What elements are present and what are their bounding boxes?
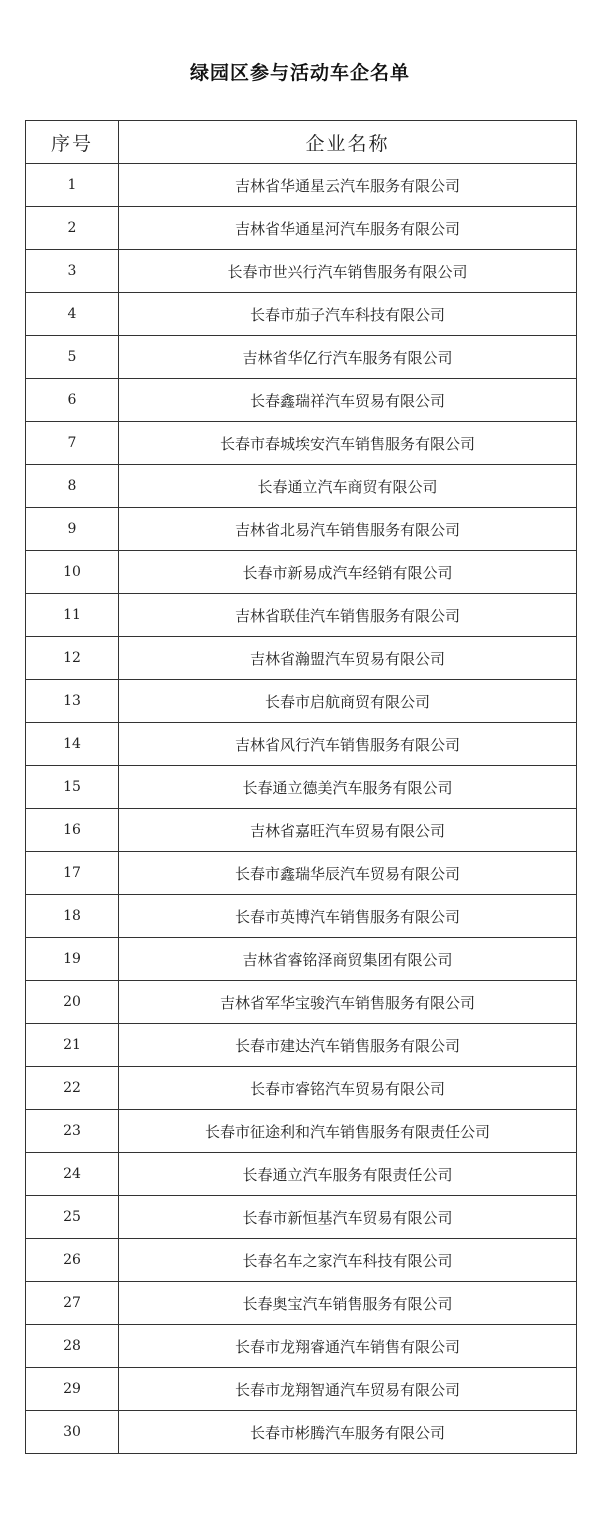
row-serial-number: 30 xyxy=(26,1411,119,1454)
row-serial-number: 17 xyxy=(26,852,119,895)
table-row xyxy=(26,1325,577,1368)
table-body xyxy=(26,164,577,1454)
table-row xyxy=(26,766,577,809)
row-company-name: 长春鑫瑞祥汽车贸易有限公司 xyxy=(119,379,577,422)
row-company-name: 吉林省嘉旺汽车贸易有限公司 xyxy=(119,809,577,852)
table-row xyxy=(26,1282,577,1325)
header-serial-number: 序号 xyxy=(26,121,119,164)
row-company-name: 长春市睿铭汽车贸易有限公司 xyxy=(119,1067,577,1110)
row-serial-number: 8 xyxy=(26,465,119,508)
row-serial-number: 29 xyxy=(26,1368,119,1411)
row-serial-number: 9 xyxy=(26,508,119,551)
row-company-name: 长春市鑫瑞华辰汽车贸易有限公司 xyxy=(119,852,577,895)
row-company-name: 吉林省联佳汽车销售服务有限公司 xyxy=(119,594,577,637)
table-row xyxy=(26,1411,577,1454)
row-company-name: 吉林省北易汽车销售服务有限公司 xyxy=(119,508,577,551)
row-serial-number: 7 xyxy=(26,422,119,465)
company-table xyxy=(25,120,577,1454)
document-title: 绿园区参与活动车企名单 xyxy=(189,62,410,84)
row-serial-number: 1 xyxy=(26,164,119,207)
row-company-name: 长春市启航商贸有限公司 xyxy=(119,680,577,723)
row-serial-number: 12 xyxy=(26,637,119,680)
table-row xyxy=(26,508,577,551)
row-company-name: 吉林省华通星云汽车服务有限公司 xyxy=(119,164,577,207)
table-row xyxy=(26,207,577,250)
table-row xyxy=(26,1024,577,1067)
row-serial-number: 22 xyxy=(26,1067,119,1110)
row-serial-number: 20 xyxy=(26,981,119,1024)
row-serial-number: 16 xyxy=(26,809,119,852)
table-row xyxy=(26,594,577,637)
table-row xyxy=(26,1153,577,1196)
table-row xyxy=(26,465,577,508)
row-company-name: 长春市龙翔睿通汽车销售有限公司 xyxy=(119,1325,577,1368)
row-company-name: 长春市彬腾汽车服务有限公司 xyxy=(119,1411,577,1454)
row-company-name: 长春通立汽车服务有限责任公司 xyxy=(119,1153,577,1196)
row-serial-number: 11 xyxy=(26,594,119,637)
row-serial-number: 28 xyxy=(26,1325,119,1368)
row-serial-number: 24 xyxy=(26,1153,119,1196)
table-row xyxy=(26,895,577,938)
row-company-name: 吉林省风行汽车销售服务有限公司 xyxy=(119,723,577,766)
header-company-name: 企业名称 xyxy=(119,121,577,164)
row-serial-number: 14 xyxy=(26,723,119,766)
table-row xyxy=(26,1368,577,1411)
row-company-name: 长春市征途利和汽车销售服务有限责任公司 xyxy=(119,1110,577,1153)
row-company-name: 长春市建达汽车销售服务有限公司 xyxy=(119,1024,577,1067)
table-row xyxy=(26,250,577,293)
row-serial-number: 18 xyxy=(26,895,119,938)
row-company-name: 长春通立汽车商贸有限公司 xyxy=(119,465,577,508)
row-company-name: 长春市春城埃安汽车销售服务有限公司 xyxy=(119,422,577,465)
row-company-name: 长春市龙翔智通汽车贸易有限公司 xyxy=(119,1368,577,1411)
table-row xyxy=(26,637,577,680)
row-company-name: 长春市新恒基汽车贸易有限公司 xyxy=(119,1196,577,1239)
table-row xyxy=(26,551,577,594)
row-serial-number: 26 xyxy=(26,1239,119,1282)
row-serial-number: 25 xyxy=(26,1196,119,1239)
row-serial-number: 27 xyxy=(26,1282,119,1325)
table-row xyxy=(26,852,577,895)
table-row xyxy=(26,723,577,766)
table-row xyxy=(26,981,577,1024)
row-company-name: 长春市英博汽车销售服务有限公司 xyxy=(119,895,577,938)
row-company-name: 长春市新易成汽车经销有限公司 xyxy=(119,551,577,594)
table-header-row xyxy=(26,121,577,164)
table-row xyxy=(26,293,577,336)
row-serial-number: 13 xyxy=(26,680,119,723)
table-row xyxy=(26,336,577,379)
row-company-name: 长春奥宝汽车销售服务有限公司 xyxy=(119,1282,577,1325)
table-row xyxy=(26,1196,577,1239)
row-company-name: 吉林省军华宝骏汽车销售服务有限公司 xyxy=(119,981,577,1024)
table-row xyxy=(26,1239,577,1282)
row-company-name: 长春市世兴行汽车销售服务有限公司 xyxy=(119,250,577,293)
table-row xyxy=(26,422,577,465)
row-serial-number: 6 xyxy=(26,379,119,422)
row-company-name: 吉林省睿铭泽商贸集团有限公司 xyxy=(119,938,577,981)
row-serial-number: 3 xyxy=(26,250,119,293)
row-serial-number: 19 xyxy=(26,938,119,981)
row-serial-number: 15 xyxy=(26,766,119,809)
row-serial-number: 2 xyxy=(26,207,119,250)
row-company-name: 长春通立德美汽车服务有限公司 xyxy=(119,766,577,809)
row-company-name: 吉林省华通星河汽车服务有限公司 xyxy=(119,207,577,250)
row-serial-number: 23 xyxy=(26,1110,119,1153)
table-row xyxy=(26,809,577,852)
table-row xyxy=(26,1067,577,1110)
row-company-name: 长春市茄子汽车科技有限公司 xyxy=(119,293,577,336)
row-serial-number: 4 xyxy=(26,293,119,336)
table-row xyxy=(26,938,577,981)
table-row xyxy=(26,379,577,422)
row-company-name: 长春名车之家汽车科技有限公司 xyxy=(119,1239,577,1282)
row-serial-number: 10 xyxy=(26,551,119,594)
table-row xyxy=(26,164,577,207)
row-serial-number: 21 xyxy=(26,1024,119,1067)
row-company-name: 吉林省华亿行汽车服务有限公司 xyxy=(119,336,577,379)
table-row xyxy=(26,1110,577,1153)
table-row xyxy=(26,680,577,723)
row-company-name: 吉林省瀚盟汽车贸易有限公司 xyxy=(119,637,577,680)
row-serial-number: 5 xyxy=(26,336,119,379)
